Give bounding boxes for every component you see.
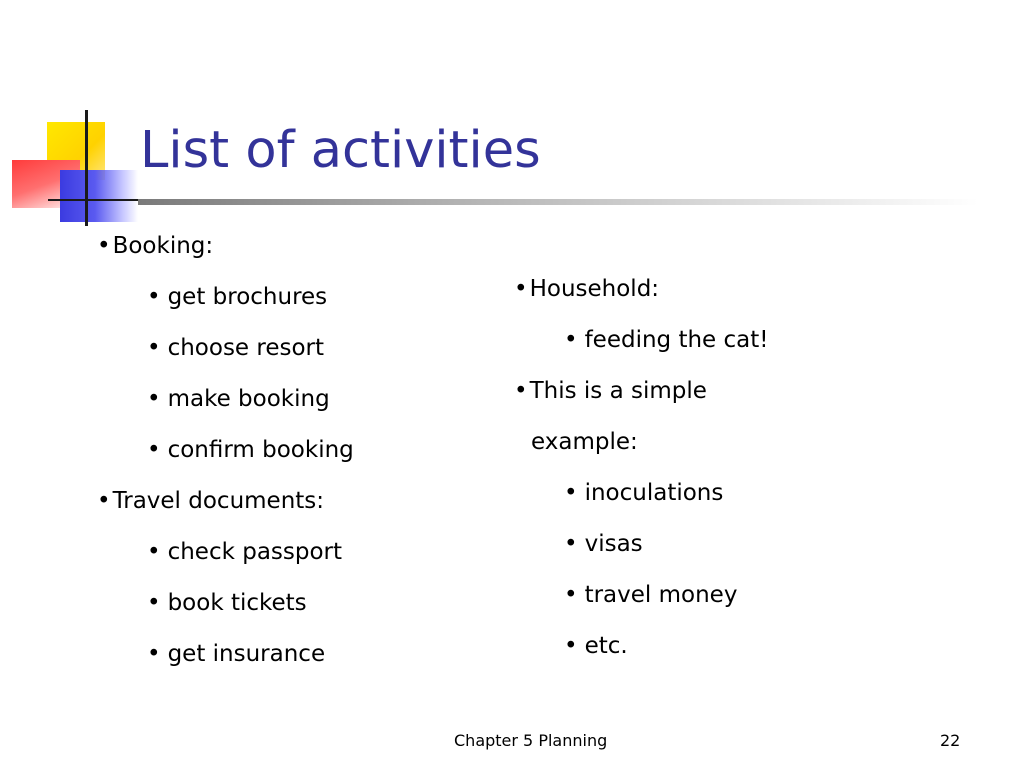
list-item: • book tickets bbox=[147, 590, 307, 616]
section-heading: •Booking: bbox=[97, 233, 214, 259]
footer-chapter: Chapter 5 Planning bbox=[454, 731, 608, 750]
list-item: • confirm booking bbox=[147, 437, 354, 463]
page-number: 22 bbox=[940, 731, 961, 750]
section-heading-continued: example: bbox=[531, 429, 638, 455]
list-item: • feeding the cat! bbox=[564, 327, 769, 353]
list-item: • travel money bbox=[564, 582, 738, 608]
right-column bbox=[514, 264, 769, 672]
section-heading: •Household: bbox=[514, 276, 660, 302]
section-heading: •Travel documents: bbox=[97, 488, 325, 514]
decor-blue-square bbox=[60, 170, 138, 222]
list-item: • check passport bbox=[147, 539, 343, 565]
list-item: • visas bbox=[564, 531, 643, 557]
list-item: • etc. bbox=[564, 633, 628, 659]
decor-vertical-line bbox=[85, 110, 88, 226]
section-heading: •This is a simple bbox=[514, 378, 707, 404]
list-item: • make booking bbox=[147, 386, 330, 412]
list-item: • get brochures bbox=[147, 284, 328, 310]
decor-horizontal-line bbox=[48, 199, 138, 201]
list-item: • get insurance bbox=[147, 641, 326, 667]
slide-title: List of activities bbox=[140, 121, 541, 180]
left-column bbox=[97, 221, 354, 680]
list-item: • choose resort bbox=[147, 335, 325, 361]
list-item: • inoculations bbox=[564, 480, 724, 506]
title-underline bbox=[138, 199, 978, 205]
